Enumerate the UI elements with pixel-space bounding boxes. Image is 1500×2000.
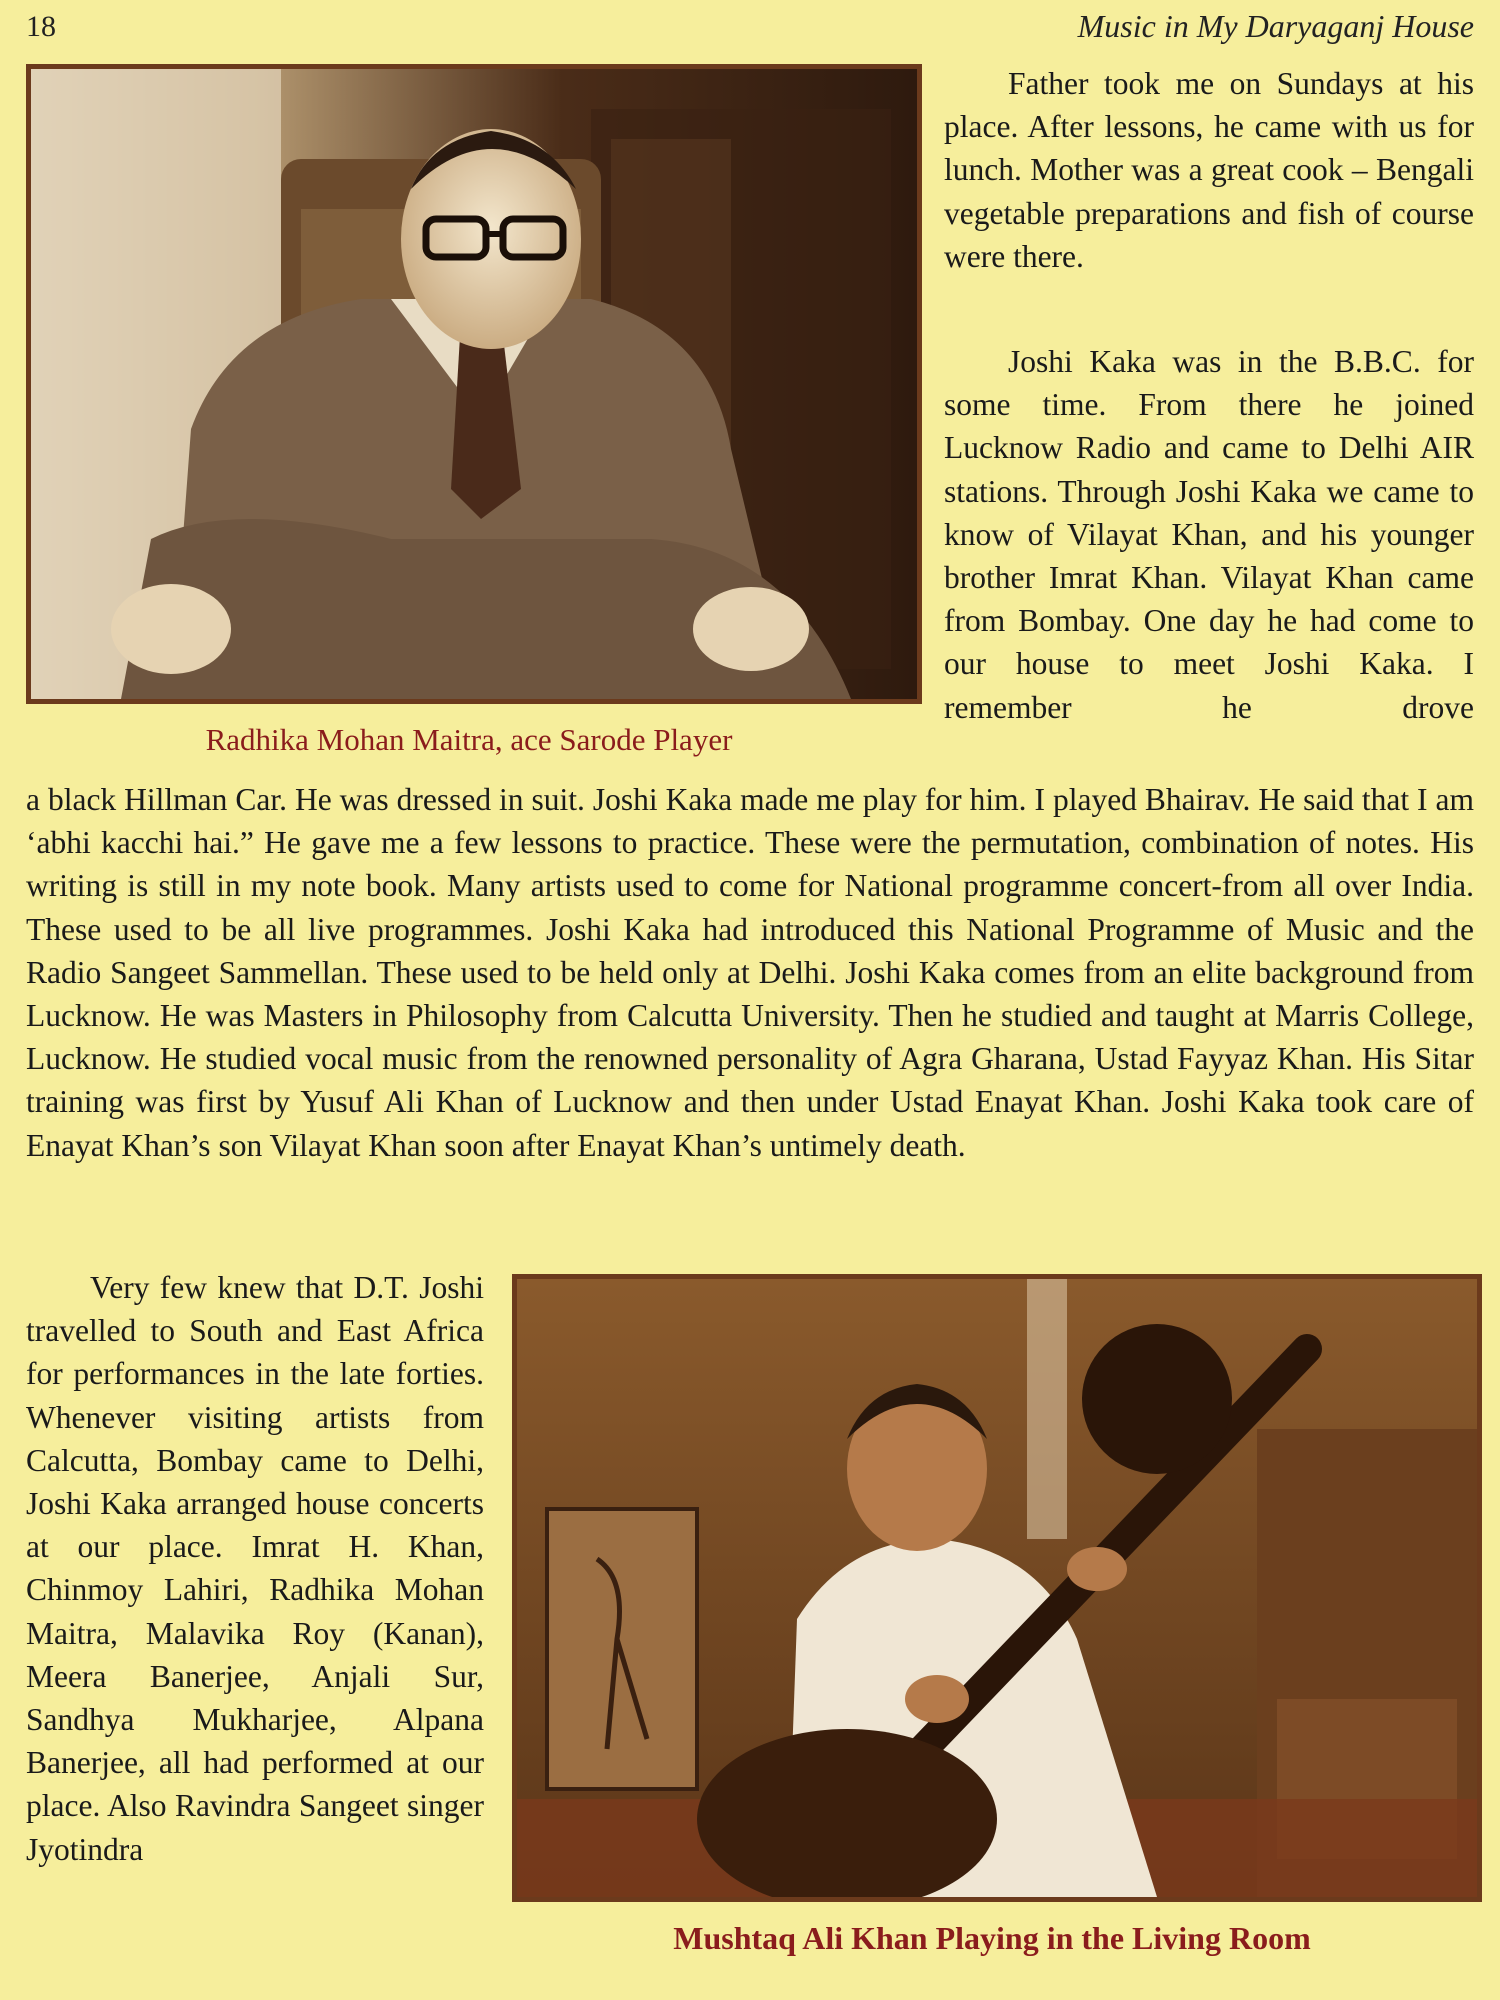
page-number: 18 <box>26 10 56 43</box>
body-paragraph-1: Father took me on Sundays at his place. After lessons, he came with us for lunch. Mother was a great cook – Bengali vegetable preparations and fish of course were there. <box>944 66 1474 274</box>
body-paragraph-2-part-1: Joshi Kaka was in the B.B.C. for some time. From there he joined Lucknow Radio and came to Delhi AIR stations. Through Joshi Kaka we came to know of Vilayat Khan, and his younger brother Imrat Khan. Vilayat Khan came from Bombay. One day he had come to our house to meet Joshi Kaka. I remember he drove <box>944 344 1474 725</box>
photo-radhika-mohan-maitra <box>26 64 922 704</box>
sepia-portrait-image <box>31 69 917 699</box>
body-paragraph-2-part-2: a black Hillman Car. He was dressed in suit. Joshi Kaka made me play for him. I played Bhairav. He said that I am ‘abhi kacchi hai.” He gave me a few lessons to practice. These were the permutation, combination of notes. His writing is still in my note book. Many artists used to come for National programme concert-from all over India. These used to be all live programmes. Joshi Kaka had introduced this National Programme of Music and the Radio Sangeet Sammellan. These used to be held only at Delhi. Joshi Kaka comes from an elite background from Lucknow. He was Masters in Philosophy from Calcutta University. Then he studied and taught at Marris College, Lucknow. He studied vocal music from the renowned personality of Agra Gharana, Ustad Fayyaz Khan. His Sitar training was first by Yusuf Ali Khan of Lucknow and then under Ustad Enayat Khan. Joshi Kaka took care of Enayat Khan’s son Vilayat Khan soon after Enayat Khan’s untimely death. <box>26 782 1474 1163</box>
running-header: Music in My Daryaganj House <box>1077 8 1474 44</box>
photo-caption-2: Mushtaq Ali Khan Playing in the Living Room <box>673 1920 1311 1956</box>
body-paragraph-3: Very few knew that D.T. Joshi travelled to South and East Africa for performances in the late forties. Whenever visiting artists from Calcutta, Bombay came to Delhi, Joshi Kaka arranged house concerts at our place. Imrat H. Khan, Chinmoy Lahiri, Radhika Mohan Maitra, Malavika Roy (Kanan), Meera Banerjee, Anjali Sur, Sandhya Mukharjee, Alpana Banerjee, all had performed at our place. Also Ravindra Sangeet singer Jyotindra <box>26 1270 484 1867</box>
sitar-player-image <box>517 1279 1477 1897</box>
photo-mushtaq-ali-khan <box>512 1274 1482 1902</box>
photo-caption-1: Radhika Mohan Maitra, ace Sarode Player <box>205 722 733 757</box>
